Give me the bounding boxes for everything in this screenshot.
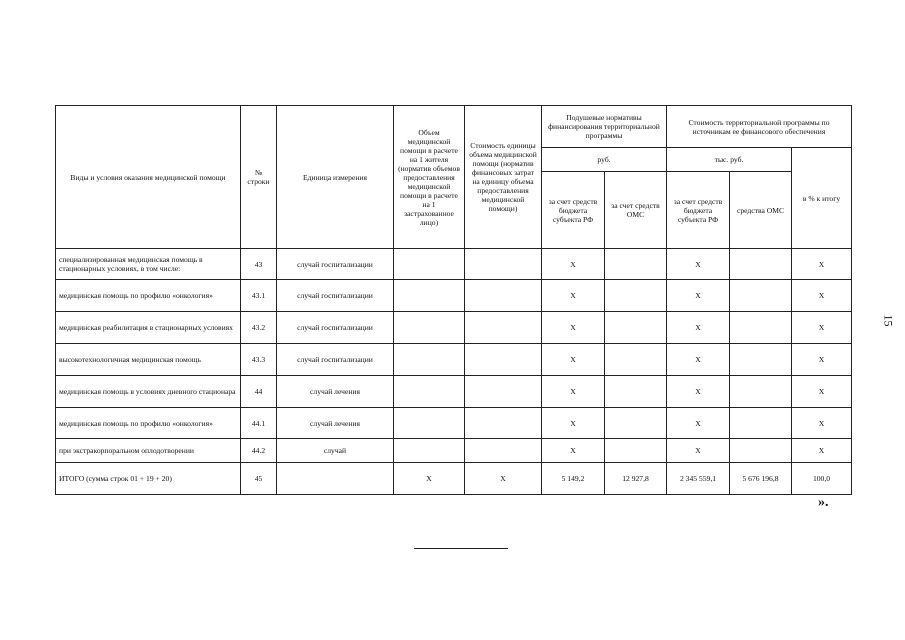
- table-row: [56, 249, 852, 280]
- total-budget-rub: 5 149,2: [542, 463, 605, 495]
- cell-percent: X: [792, 344, 852, 376]
- row-unit: случай госпитализации: [277, 249, 394, 280]
- cell-percent: X: [792, 376, 852, 408]
- cell-oms-thousand: [730, 280, 792, 312]
- row-name: специализированная медицинская помощь в стационарных условиях, в том числе:: [56, 249, 241, 280]
- row-unit: случай госпитализации: [277, 344, 394, 376]
- cell-budget-thousand: X: [667, 439, 730, 463]
- header-thousand-rub: тыс. руб.: [667, 148, 792, 172]
- cell-budget-thousand: X: [667, 408, 730, 439]
- row-name: медицинская помощь в условиях дневного стационара: [56, 376, 241, 408]
- cell-budget-thousand: X: [667, 249, 730, 280]
- row-unit: случай: [277, 439, 394, 463]
- header-oms: за счет средств ОМС: [605, 172, 667, 249]
- header-program-cost: Стоимость территориальной программы по источникам ее финансового обеспечения: [667, 106, 852, 148]
- cell-oms: [605, 312, 667, 344]
- cell-budget: X: [542, 312, 605, 344]
- cell-budget: X: [542, 439, 605, 463]
- row-name: высокотехнологичная медицинская помощь: [56, 344, 241, 376]
- cell-oms-thousand: [730, 249, 792, 280]
- total-row-number: 45: [241, 463, 277, 495]
- header-percent: в % к итогу: [792, 148, 852, 249]
- program-cost-table: [55, 105, 852, 495]
- cell-unit-cost: [465, 249, 542, 280]
- row-number: 44.2: [241, 439, 277, 463]
- cell-unit-cost: [465, 408, 542, 439]
- cell-budget-thousand: X: [667, 344, 730, 376]
- total-oms-thousand: 5 676 196,8: [730, 463, 792, 495]
- header-oms-thousand: средства ОМС: [730, 172, 792, 249]
- cell-oms-thousand: [730, 439, 792, 463]
- page-number: 15: [881, 314, 896, 327]
- cell-oms: [605, 439, 667, 463]
- cell-volume: [394, 249, 465, 280]
- row-name: медицинская помощь по профилю «онкология»: [56, 408, 241, 439]
- header-per-capita: Подушевые нормативы финансирования территориальной программы: [542, 106, 667, 148]
- cell-percent: X: [792, 408, 852, 439]
- table-header: [56, 106, 852, 249]
- total-percent: 100,0: [792, 463, 852, 495]
- cell-budget-thousand: X: [667, 376, 730, 408]
- total-volume: X: [394, 463, 465, 495]
- table-row: [56, 408, 852, 439]
- total-budget-thousand: 2 345 559,1: [667, 463, 730, 495]
- row-number: 43: [241, 249, 277, 280]
- cell-oms-thousand: [730, 344, 792, 376]
- cell-oms: [605, 280, 667, 312]
- cell-budget: X: [542, 376, 605, 408]
- header-row-number: № строки: [241, 106, 277, 249]
- cell-volume: [394, 439, 465, 463]
- cell-budget: X: [542, 249, 605, 280]
- cell-volume: [394, 344, 465, 376]
- row-number: 44.1: [241, 408, 277, 439]
- cell-volume: [394, 376, 465, 408]
- row-name: при экстракорпоральном оплодотворении: [56, 439, 241, 463]
- cell-volume: [394, 408, 465, 439]
- row-number: 43.1: [241, 280, 277, 312]
- cell-percent: X: [792, 312, 852, 344]
- header-unit: Единица измерения: [277, 106, 394, 249]
- row-unit: случай госпитализации: [277, 280, 394, 312]
- cell-budget-thousand: X: [667, 280, 730, 312]
- cell-percent: X: [792, 249, 852, 280]
- total-label: ИТОГО (сумма строк 01 + 19 + 20): [56, 463, 241, 495]
- header-budget: за счет средств бюджета субъекта РФ: [542, 172, 605, 249]
- header-unit-cost: Стоимость единицы объема медицинской помощи (норматив финансовых затрат на единицу объема предоставления медицинской помощи): [465, 106, 542, 249]
- row-number: 43.2: [241, 312, 277, 344]
- total-oms-rub: 12 927,8: [605, 463, 667, 495]
- cell-budget: X: [542, 344, 605, 376]
- cell-unit-cost: [465, 312, 542, 344]
- footnote-rule: [414, 548, 508, 549]
- table-row: [56, 376, 852, 408]
- cell-unit-cost: [465, 439, 542, 463]
- cell-percent: X: [792, 280, 852, 312]
- cell-oms: [605, 408, 667, 439]
- table-row: [56, 280, 852, 312]
- row-unit: случай лечения: [277, 376, 394, 408]
- header-kinds: Виды и условия оказания медицинской помощи: [56, 106, 241, 249]
- row-unit: случай лечения: [277, 408, 394, 439]
- cell-budget: X: [542, 408, 605, 439]
- cell-percent: X: [792, 439, 852, 463]
- total-unit-cost: X: [465, 463, 542, 495]
- table-row: [56, 439, 852, 463]
- row-number: 44: [241, 376, 277, 408]
- header-rub: руб.: [542, 148, 667, 172]
- cell-unit-cost: [465, 280, 542, 312]
- cell-volume: [394, 312, 465, 344]
- cell-budget: X: [542, 280, 605, 312]
- row-name: медицинская реабилитация в стационарных условиях: [56, 312, 241, 344]
- cell-unit-cost: [465, 376, 542, 408]
- total-unit: [277, 463, 394, 495]
- header-volume: Объем медицинской помощи в расчете на 1 жителя (норматив объемов предоставления медицинской помощи в расчете на 1 застрахованное лицо): [394, 106, 465, 249]
- total-row: [56, 463, 852, 495]
- cell-oms: [605, 344, 667, 376]
- cell-oms-thousand: [730, 312, 792, 344]
- row-name: медицинская помощь по профилю «онкология»: [56, 280, 241, 312]
- cell-unit-cost: [465, 344, 542, 376]
- cell-volume: [394, 280, 465, 312]
- closing-quote: ».: [818, 495, 829, 510]
- row-unit: случай госпитализации: [277, 312, 394, 344]
- cell-oms: [605, 249, 667, 280]
- cell-oms-thousand: [730, 376, 792, 408]
- cell-oms: [605, 376, 667, 408]
- cell-oms-thousand: [730, 408, 792, 439]
- cell-budget-thousand: X: [667, 312, 730, 344]
- table-row: [56, 312, 852, 344]
- row-number: 43.3: [241, 344, 277, 376]
- table-row: [56, 344, 852, 376]
- header-budget-thousand: за счет средств бюджета субъекта РФ: [667, 172, 730, 249]
